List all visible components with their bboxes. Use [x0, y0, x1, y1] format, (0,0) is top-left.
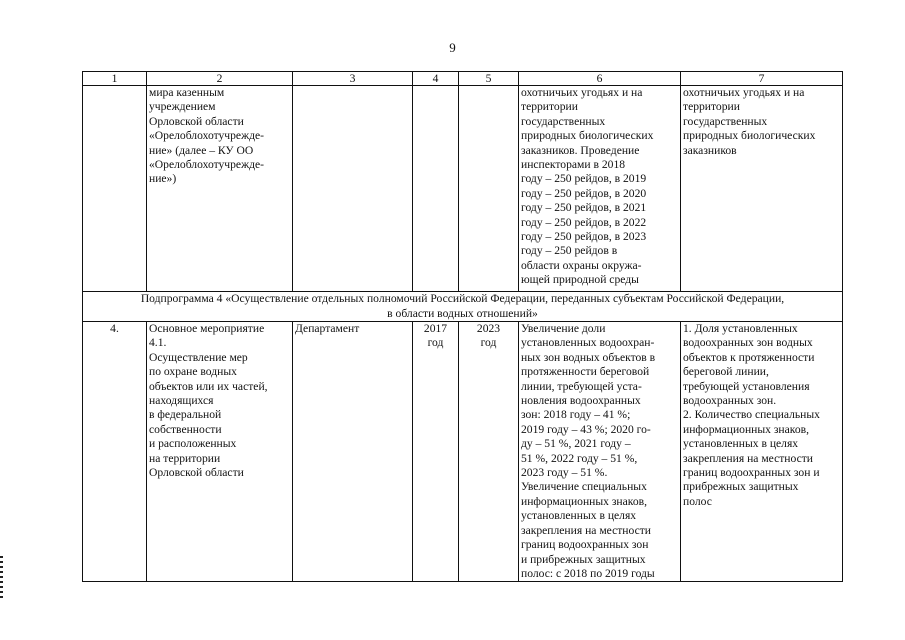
continuation-row [83, 86, 843, 292]
text-line: информационных знаков, [521, 494, 647, 508]
text-line: собственности [149, 422, 222, 436]
text-line: 51 %, 2022 году – 51 %, [521, 451, 638, 465]
cont-col3 [293, 86, 413, 292]
text-line: Орловской области [149, 114, 244, 128]
text-line: году – 250 рейдов в [521, 244, 618, 258]
text-line: прибрежных защитных [683, 480, 799, 494]
row4-start-year [413, 322, 459, 582]
row4-indicators [681, 322, 843, 582]
text-line: Увеличение специальных [521, 480, 647, 494]
text-line: области охраны окружа- [521, 258, 642, 272]
subprogram-row [83, 292, 843, 322]
text-line: на территории [149, 451, 221, 465]
text-line: учреждением [149, 100, 216, 114]
col-header-2: 2 [147, 72, 293, 86]
cont-col6 [519, 86, 681, 292]
text-line: в области водных отношений» [387, 306, 538, 320]
row4-expected-result [519, 322, 681, 582]
text-line: находящихся [149, 394, 214, 408]
text-line: установленных в целях [683, 437, 799, 451]
text-line: году – 250 рейдов, в 2021 [521, 201, 647, 215]
text-line: полос: с 2018 по 2019 годы [521, 566, 655, 580]
text-line: 2. Количество специальных [683, 408, 820, 422]
text-line: установленных водоохран- [521, 336, 655, 350]
text-line: году – 250 рейдов, в 2020 [521, 186, 647, 200]
text-line: году – 250 рейдов, в 2019 [521, 172, 647, 186]
text-line: территории [521, 100, 578, 114]
col-header-4: 4 [413, 72, 459, 86]
text-line: линии, требующей уста- [521, 379, 642, 393]
cont-col7 [681, 86, 843, 292]
text-line: Осуществление мер [149, 350, 248, 364]
cont-col1 [83, 86, 147, 292]
text-line: границ водоохранных зон и [683, 466, 820, 480]
text-line: новления водоохранных [521, 394, 641, 408]
text-line: заказников. Проведение [521, 143, 640, 157]
page-number: 9 [449, 40, 456, 55]
text-line: 2017 [423, 322, 448, 335]
text-line: объектов к протяженности [683, 350, 815, 364]
text-line: территории [683, 100, 740, 114]
text-line: зон: 2018 году – 41 %; [521, 408, 631, 422]
text-line: Орловской области [149, 466, 244, 480]
text-line: протяженности береговой [521, 365, 650, 379]
text-line: 4.1. [149, 336, 167, 350]
text-line: государственных [683, 114, 768, 128]
text-line: году – 250 рейдов, в 2022 [521, 215, 647, 229]
text-line: заказников [683, 143, 737, 157]
text-line: году – 250 рейдов, в 2023 [521, 230, 647, 244]
text-line: инспекторами в 2018 [521, 158, 626, 172]
row4-end-year [459, 322, 519, 582]
text-line: год [427, 336, 444, 350]
text-line: ние») [149, 172, 177, 186]
text-line: по охране водных [149, 365, 237, 379]
text-line: водоохранных зон водных [683, 336, 813, 350]
col-header-6: 6 [519, 72, 681, 86]
text-line: и расположенных [149, 437, 237, 451]
text-line: Основное мероприятие [149, 322, 265, 335]
text-line: охотничьих угодьях и на [521, 86, 643, 99]
text-line: в федеральной [149, 408, 222, 422]
text-line: ние» (далее – КУ ОО [149, 143, 254, 157]
text-line: охотничьих угодьях и на [683, 86, 805, 99]
text-line: год [480, 336, 497, 350]
text-line: природных биологических [683, 129, 816, 143]
subprogram-title [83, 292, 843, 322]
text-line: мира казенным [149, 86, 225, 99]
text-line: береговой линии, [683, 365, 769, 379]
text-line: границ водоохранных зон [521, 538, 649, 552]
text-line: 2019 году – 43 %; 2020 го- [521, 422, 651, 436]
text-line: закрепления на местности [521, 523, 652, 537]
text-line: водоохранных зон. [683, 394, 777, 408]
text-line: ных зон водных объектов в [521, 350, 656, 364]
col-header-7: 7 [681, 72, 843, 86]
col-header-5: 5 [459, 72, 519, 86]
col-header-1: 1 [83, 72, 147, 86]
text-line: установленных в целях [521, 509, 637, 523]
scan-edge-mark [0, 556, 3, 600]
text-line: ющей природной среды [521, 273, 639, 287]
text-line: 2023 году – 51 %. [521, 466, 608, 480]
program-table [82, 71, 843, 582]
text-line: природных биологических [521, 129, 654, 143]
text-line: 2023 [476, 322, 501, 335]
text-line: государственных [521, 114, 606, 128]
text-line: Увеличение доли [521, 322, 606, 335]
text-line: и прибрежных защитных [521, 552, 646, 566]
cont-col2 [147, 86, 293, 292]
row-4 [83, 322, 843, 582]
text-line: ду – 51 %, 2021 году – [521, 437, 631, 451]
header-row [83, 72, 843, 86]
cont-col5 [459, 86, 519, 292]
text-line: требующей установления [683, 379, 810, 393]
text-line: закрепления на местности [683, 451, 814, 465]
text-line: «Орелоблохотучрежде- [149, 129, 264, 143]
text-line: информационных знаков, [683, 422, 809, 436]
cont-col4 [413, 86, 459, 292]
text-line: полос [683, 494, 712, 508]
col-header-3: 3 [293, 72, 413, 86]
row4-number: 4. [83, 322, 147, 582]
text-line: 1. Доля установленных [683, 322, 798, 335]
text-line: «Орелоблохотучрежде- [149, 158, 264, 172]
row4-executor: Департамент [293, 322, 413, 582]
row4-measure [147, 322, 293, 582]
text-line: объектов или их частей, [149, 379, 268, 393]
text-line: Подпрограмма 4 «Осуществление отдельных полномочий Российской Федерации, переданных субъектам Российской Федерации, [140, 292, 785, 306]
